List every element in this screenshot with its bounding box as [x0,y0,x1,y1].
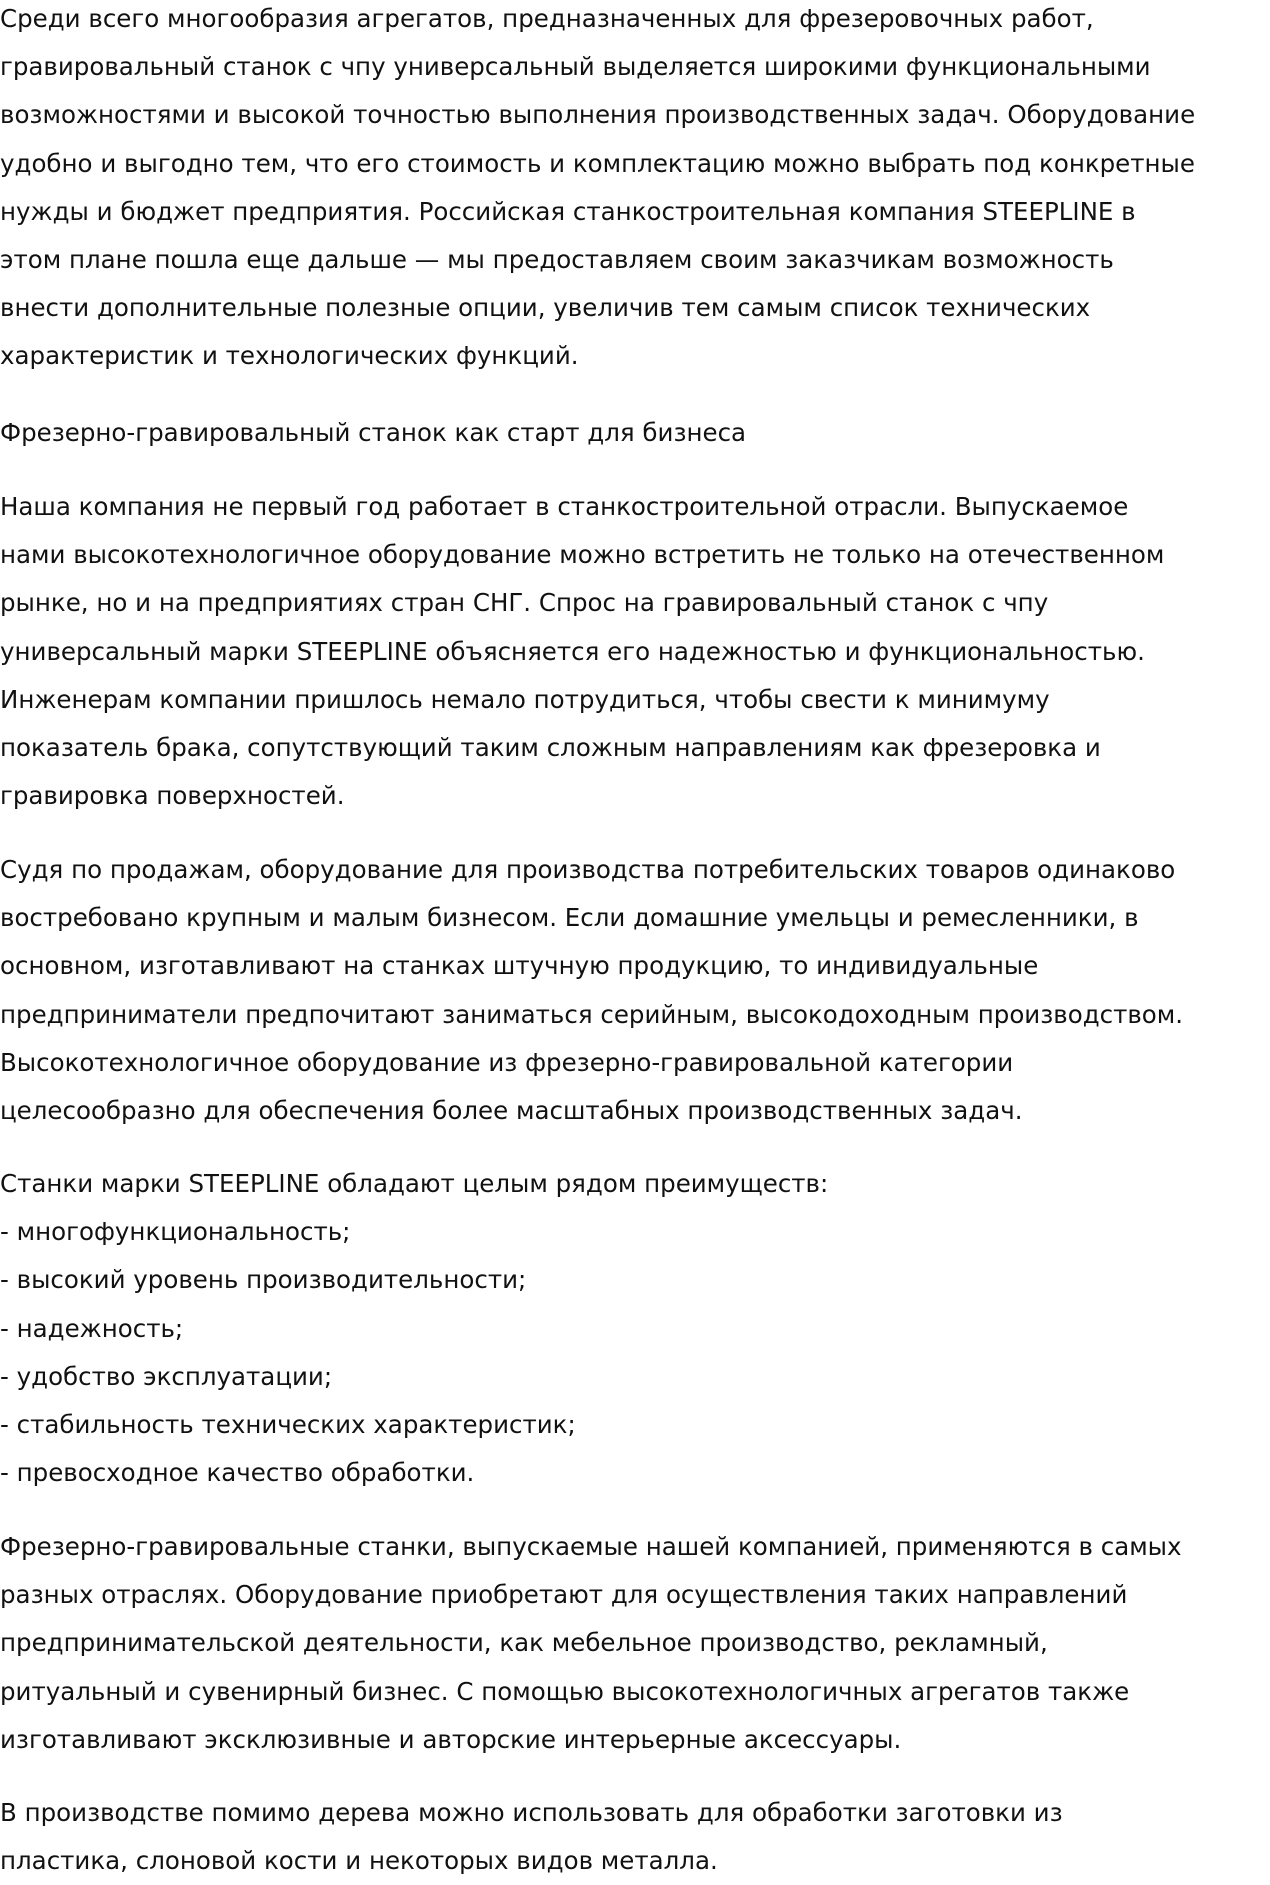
paragraph-line: удобно и выгодно тем, что его стоимость и комплектацию можно выбрать под конкретные [0,148,1195,178]
paragraph-line: пластика, слоновой кости и некоторых видов металла. [0,1846,718,1876]
list-item: - превосходное качество обработки. [0,1458,475,1488]
paragraph-line: Инженерам компании пришлось немало потрудиться, чтобы свести к минимуму [0,684,1050,714]
list-item: - многофункциональность; [0,1217,351,1247]
paragraph-line: показатель брака, сопутствующий таким сложным направлениям как фрезеровка и [0,732,1101,762]
paragraph-line: нами высокотехнологичное оборудование можно встретить не только на отечественном [0,540,1165,570]
paragraph-line: востребовано крупным и малым бизнесом. Если домашние умельцы и ремесленники, в [0,903,1139,933]
paragraph-line: характеристик и технологических функций. [0,341,579,371]
paragraph-line: Судя по продажам, оборудование для производства потребительских товаров одинаково [0,855,1176,884]
paragraph-line: изготавливают эксклюзивные и авторские интерьерные аксессуары. [0,1724,902,1754]
paragraph-line: Фрезерно-гравировальные станки, выпускаемые нашей компанией, применяются в самых [0,1532,1182,1561]
paragraph-line: рынке, но и на предприятиях стран СНГ. Спрос на гравировальный станок с чпу [0,588,1049,618]
list-item: - высокий уровень производительности; [0,1265,527,1295]
paragraph-line: предпринимательской деятельности, как мебельное производство, рекламный, [0,1628,1048,1658]
list-item: - стабильность технических характеристик; [0,1409,576,1439]
paragraph-line: гравировальный станок с чпу универсальный выделяется широкими функциональными [0,52,1151,82]
subheading-text: Фрезерно-гравировальный станок как старт для бизнеса [0,418,747,447]
paragraph-line: Высокотехнологичное оборудование из фрезерно-гравировальной категории [0,1047,1014,1077]
paragraph-line: ритуальный и сувенирный бизнес. С помощью высокотехнологичных агрегатов также [0,1676,1130,1706]
paragraph-line: разных отраслях. Оборудование приобретают для осуществления таких направлений [0,1580,1128,1610]
paragraph-intro [0,0,1195,381]
list-item: - удобство эксплуатации; [0,1361,333,1391]
paragraph-industries [0,1523,1182,1764]
paragraph-line: Среди всего многообразия агрегатов, предназначенных для фрезеровочных работ, [0,4,1094,33]
paragraph-line: Наша компания не первый год работает в станкостроительной отрасли. Выпускаемое [0,492,1129,521]
paragraph-line: нужды и бюджет предприятия. Российская станкостроительная компания STEEPLINE в [0,196,1136,226]
paragraph-line: В производстве помимо дерева можно использовать для обработки заготовки из [0,1798,1063,1827]
section-subheading [0,409,746,457]
paragraph-company [0,483,1164,820]
advantages-intro: Станки марки STEEPLINE обладают целым рядом преимуществ: [0,1169,829,1198]
advantages-list [0,1160,828,1497]
list-item: - надежность; [0,1313,184,1343]
paragraph-line: универсальный марки STEEPLINE объясняется его надежностью и функциональностью. [0,636,1145,666]
paragraph-line: возможностями и высокой точностью выполнения производственных задач. Оборудование [0,100,1196,130]
paragraph-line: предприниматели предпочитают заниматься серийным, высокодоходным производством. [0,999,1184,1029]
paragraph-materials [0,1789,1063,1885]
paragraph-line: основном, изготавливают на станках штучную продукцию, то индивидуальные [0,951,1039,981]
paragraph-line: внести дополнительные полезные опции, увеличив тем самым список технических [0,293,1091,323]
paragraph-line: этом плане пошла еще дальше — мы предоставляем своим заказчикам возможность [0,244,1114,274]
paragraph-line: целесообразно для обеспечения более масштабных производственных задач. [0,1095,1023,1125]
paragraph-line: гравировка поверхностей. [0,781,345,811]
paragraph-sales [0,846,1183,1135]
